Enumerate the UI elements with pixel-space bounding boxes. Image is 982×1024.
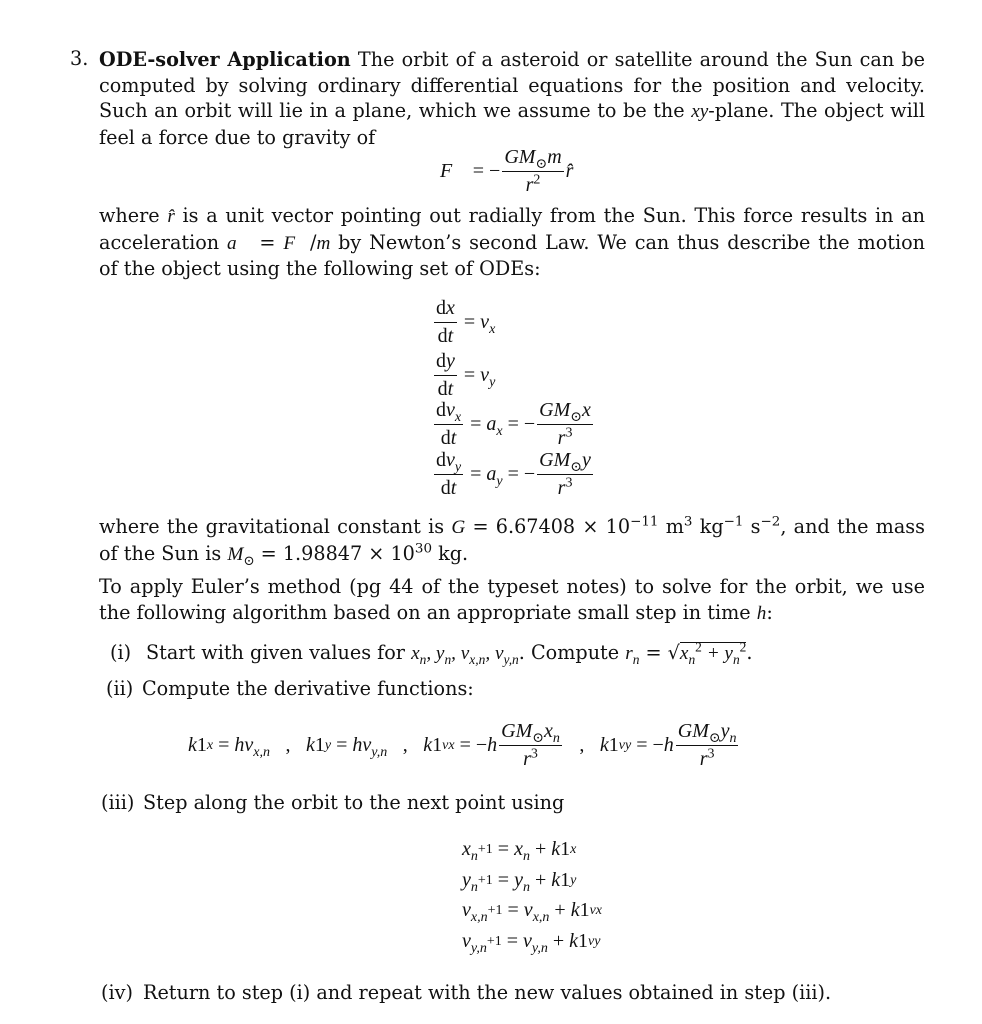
problem-number: 3. — [70, 47, 89, 70]
step-ii: (ii) Compute the derivative functions: — [106, 677, 474, 700]
acceleration-paragraph: where r̂ is a unit vector pointing out radially from the Sun. This force results in an acceleration a⃗ = F⃗/m by Newton’s second Law. We can thus describe the motion of the object using the following set of ODEs: — [99, 204, 926, 280]
step-iii: (iii) Step along the orbit to the next point using — [101, 791, 565, 814]
ode-x: $\frac{dx}{dt}$ = $v_x$ — [436, 297, 496, 347]
step-iv: (iv) Return to step (i) and repeat with the new values obtained in step (iii). — [101, 981, 832, 1004]
intro-paragraph — [99, 47, 925, 150]
derivative-functions: k 1 x = $hv_{x,n}$ , k 1 y = $hv_{y,n}$ , k 1 vx = − h $\frac{GM_⊙x_n}{r^3}$ , k 1 vy = − h $\frac{GM_⊙y_n}{r^3}$ — [188, 720, 737, 770]
ode-vy: $\frac{dv_y}{dt}$ = $a_y$ = − $\frac{GM_⊙y}{r^3}$ — [436, 449, 591, 499]
constants-paragraph: where the gravitational constant is $G = 6.67408 \times 10^{-11}$ $m^3$ $kg^{-1}$ $s^{-2}$, and the mass of the Sun is $M_⊙ = 1.98847 \times 10^{30}$ kg. — [99, 514, 925, 568]
update-x: $x_n$ +1 = $x_n$ + k 1 x — [462, 838, 577, 864]
update-y: $y_n$ +1 = $y_n$ + k 1 y — [462, 869, 577, 895]
update-vx: $v_{x,n}$ +1 = $v_{x,n}$ + k 1 vx — [462, 899, 603, 925]
problem-title: ODE-solver Application — [99, 48, 351, 71]
intro-text: The orbit of a asteroid or satellite around the Sun can be computed by solving ordinary differential equations for the position and velocity. Such an orbit will lie in a plane, which we assume to be the xy-plane. The object will feel a force due to gravity of — [99, 48, 925, 149]
ode-vx: $\frac{dv_x}{dt}$ = $a_x$ = − $\frac{GM_⊙x}{r^3}$ — [436, 399, 591, 449]
algorithm-intro: To apply Euler’s method (pg 44 of the typeset notes) to solve for the orbit, we use the following algorithm based on an appropriate small step in time h: — [99, 575, 925, 624]
step-i: (i) Start with given values for $x_n$, $y_n$, $v_{x,n}$, $v_{y,n}$. Compute $r_n = √x_n^2 + y_n^2$. — [110, 639, 753, 667]
force-equation: F⃗ = − $\frac{GM_⊙m}{r^2}$ r̂ — [440, 146, 574, 196]
update-vy: $v_{y,n}$ +1 = $v_{y,n}$ + k 1 vy — [462, 930, 601, 956]
ode-y: $\frac{dy}{dt}$ = $v_y$ — [436, 350, 496, 400]
